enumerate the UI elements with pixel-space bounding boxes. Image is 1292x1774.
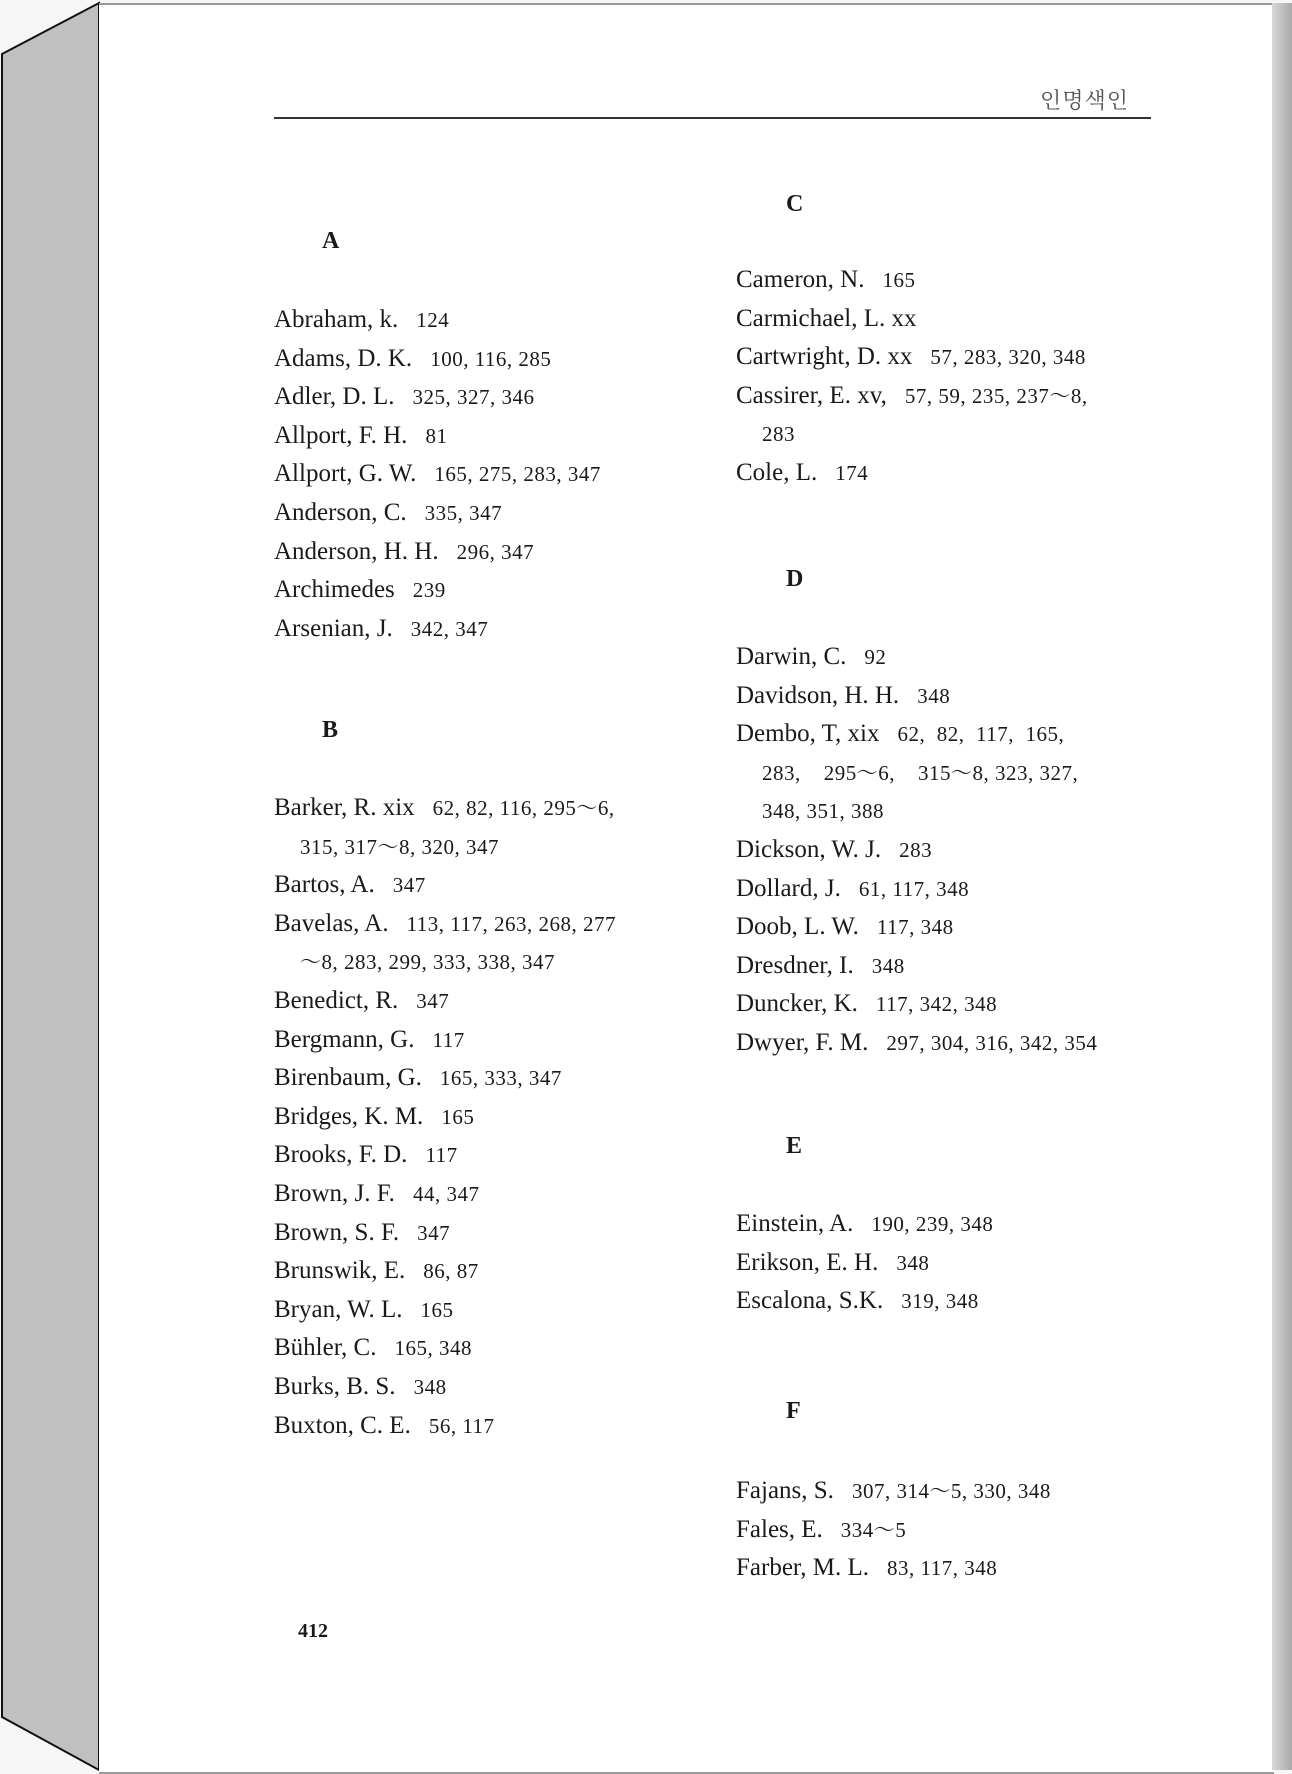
entry-pages: 174 <box>835 460 869 485</box>
entry-name: Birenbaum, G. <box>274 1064 422 1092</box>
entry-pages: 165, 348 <box>394 1336 472 1361</box>
entry-name: Abraham, k. <box>274 306 399 333</box>
entry-name: Arsenian, J. <box>274 614 393 642</box>
entry-pages: 83, 117, 348 <box>887 1556 998 1581</box>
entry-name: Carmichael, L. xx <box>736 304 917 332</box>
entry-name: Brown, J. F. <box>274 1179 395 1207</box>
index-section-c <box>736 261 1088 493</box>
index-entry-continuation <box>736 415 1088 454</box>
entry-pages: 62, 82, 116, 295～6, <box>432 796 615 820</box>
index-entry <box>736 677 1097 716</box>
entry-pages: 117, 342, 348 <box>875 992 998 1017</box>
entry-name: Archimedes <box>274 576 395 604</box>
index-section-d <box>736 638 1097 1063</box>
entry-name: Cassirer, E. xv, <box>736 381 887 409</box>
entry-name: Bryan, W. L. <box>274 1295 403 1323</box>
entry-name: Einstein, A. <box>736 1210 854 1237</box>
entry-pages: 296, 347 <box>456 539 535 564</box>
index-entry-continuation <box>274 828 616 867</box>
entry-pages: 283 <box>762 422 795 447</box>
entry-pages: ～8, 283, 299, 333, 338, 347 <box>300 950 555 975</box>
section-letter-d: D <box>786 566 804 592</box>
entry-name: Anderson, C. <box>274 498 407 526</box>
index-entry <box>736 454 1088 493</box>
page-edge-shadow <box>1272 3 1292 1770</box>
entry-name: Benedict, R. <box>274 986 399 1014</box>
entry-pages: 283, 295～6, 315～8, 323, 327, <box>762 760 1079 785</box>
index-section-f <box>736 1472 1051 1588</box>
page-number: 412 <box>298 1620 328 1642</box>
index-entry <box>274 1059 616 1098</box>
entry-pages: 56, 117 <box>428 1413 495 1438</box>
entry-name: Doob, L. W. <box>736 913 859 941</box>
index-entry <box>736 908 1097 947</box>
entry-name: Adler, D. L. <box>274 383 395 411</box>
entry-pages: 347 <box>392 873 426 898</box>
index-entry <box>736 1024 1097 1063</box>
entry-pages: 117 <box>425 1143 458 1168</box>
entry-pages: 113, 117, 263, 268, 277 <box>406 911 617 936</box>
entry-pages: 165, 275, 283, 347 <box>434 462 601 487</box>
entry-name: Brown, S. F. <box>274 1218 400 1246</box>
entry-name: Fajans, S. <box>736 1477 834 1504</box>
entry-name: Bavelas, A. <box>274 909 389 937</box>
index-entry <box>736 870 1097 909</box>
index-entry <box>736 261 1088 300</box>
entry-pages: 57, 283, 320, 348 <box>930 345 1086 370</box>
index-entry <box>274 1136 616 1175</box>
entry-pages: 283 <box>899 837 933 862</box>
entry-name: Cameron, N. <box>736 266 865 293</box>
entry-pages: 347 <box>416 988 450 1013</box>
entry-pages: 165 <box>420 1297 454 1322</box>
entry-pages: 334～5 <box>840 1517 907 1542</box>
entry-name: Dollard, J. <box>736 874 841 902</box>
section-letter-f: F <box>786 1398 801 1424</box>
entry-pages: 86, 87 <box>423 1259 479 1284</box>
entry-pages: 325, 327, 346 <box>412 385 535 410</box>
entry-name: Barker, R. xix <box>274 794 415 821</box>
entry-name: Brunswik, E. <box>274 1257 406 1285</box>
index-entry-continuation <box>736 754 1097 793</box>
entry-pages: 117, 348 <box>876 915 954 940</box>
index-entry <box>274 1098 616 1137</box>
entry-pages: 315, 317～8, 320, 347 <box>300 834 499 859</box>
book-spine <box>0 0 100 1773</box>
entry-name: Brooks, F. D. <box>274 1141 408 1169</box>
index-entry <box>736 1282 993 1321</box>
index-entry <box>274 301 601 340</box>
index-entry <box>274 571 601 610</box>
index-entry <box>274 1368 616 1407</box>
entry-pages: 335, 347 <box>424 500 503 525</box>
index-entry-continuation <box>274 943 616 982</box>
entry-name: Allport, G. W. <box>274 460 417 488</box>
index-entry <box>736 1472 1051 1511</box>
index-entry <box>274 494 601 533</box>
index-entry <box>736 300 1088 339</box>
entry-name: Anderson, H. H. <box>274 537 439 565</box>
entry-name: Cole, L. <box>736 458 818 486</box>
entry-pages: 348 <box>896 1250 930 1275</box>
index-entry <box>736 831 1097 870</box>
entry-name: Dembo, T, xix <box>736 720 880 748</box>
index-section-a <box>274 301 601 648</box>
index-entry <box>274 417 601 456</box>
entry-pages: 100, 116, 285 <box>430 346 552 371</box>
entry-name: Dresdner, I. <box>736 951 854 979</box>
section-letter-a: A <box>322 228 340 254</box>
index-entry <box>736 638 1097 677</box>
entry-pages: 165 <box>882 268 916 292</box>
entry-pages: 165, 333, 347 <box>439 1066 562 1091</box>
index-entry <box>274 1407 616 1446</box>
index-entry <box>736 1549 1051 1588</box>
entry-pages: 44, 347 <box>412 1181 480 1206</box>
entry-name: Bartos, A. <box>274 871 375 899</box>
entry-name: Erikson, E. H. <box>736 1248 879 1276</box>
entry-name: Allport, F. H. <box>274 421 408 449</box>
running-header-title: 인명색인 <box>1040 89 1130 114</box>
entry-pages: 348 <box>413 1374 447 1399</box>
entry-pages: 297, 304, 316, 342, 354 <box>886 1030 1098 1055</box>
entry-pages: 61, 117, 348 <box>858 876 970 901</box>
entry-name: Buxton, C. E. <box>274 1411 411 1439</box>
entry-pages: 348 <box>917 683 951 708</box>
section-letter-e: E <box>786 1133 803 1159</box>
index-entry-continuation <box>736 792 1097 831</box>
entry-pages: 124 <box>416 308 450 332</box>
entry-pages: 57, 59, 235, 237～8, <box>904 383 1088 408</box>
entry-name: Davidson, H. H. <box>736 681 900 709</box>
entry-name: Darwin, C. <box>736 643 847 670</box>
entry-pages: 239 <box>412 578 446 603</box>
index-entry <box>274 455 601 494</box>
entry-name: Bergmann, G. <box>274 1025 415 1053</box>
index-entry <box>274 1021 616 1060</box>
entry-pages: 190, 239, 348 <box>871 1212 994 1236</box>
index-entry <box>274 982 616 1021</box>
index-entry <box>736 715 1097 754</box>
entry-name: Cartwright, D. xx <box>736 343 913 371</box>
entry-pages: 342, 347 <box>410 616 489 641</box>
entry-name: Burks, B. S. <box>274 1372 396 1400</box>
index-entry <box>274 610 601 649</box>
index-entry <box>736 985 1097 1024</box>
entry-pages: 117 <box>432 1027 465 1052</box>
section-letter-b: B <box>322 717 339 743</box>
entry-name: Duncker, K. <box>736 990 858 1018</box>
index-section-e <box>736 1205 993 1321</box>
entry-pages: 62, 82, 117, 165, <box>897 722 1065 747</box>
index-entry <box>274 1175 616 1214</box>
entry-name: Dwyer, F. M. <box>736 1028 869 1056</box>
index-entry <box>274 340 601 379</box>
index-entry <box>274 533 601 572</box>
entry-pages: 307, 314～5, 330, 348 <box>851 1479 1051 1503</box>
entry-pages: 348, 351, 388 <box>762 799 884 824</box>
index-entry <box>736 1244 993 1283</box>
index-entry <box>274 1291 616 1330</box>
index-entry <box>736 1205 993 1244</box>
entry-name: Dickson, W. J. <box>736 835 882 863</box>
index-entry <box>736 338 1088 377</box>
index-entry <box>274 866 616 905</box>
entry-pages: 92 <box>864 645 887 669</box>
index-entry <box>736 1511 1051 1550</box>
entry-name: Adams, D. K. <box>274 344 413 372</box>
header-rule <box>274 117 1151 119</box>
entry-pages: 319, 348 <box>901 1289 979 1314</box>
entry-pages: 165 <box>441 1104 475 1129</box>
entry-name: Bühler, C. <box>274 1334 377 1362</box>
section-letter-c: C <box>786 191 804 217</box>
index-entry <box>274 378 601 417</box>
index-entry <box>736 377 1088 416</box>
entry-pages: 347 <box>417 1220 451 1245</box>
index-entry <box>274 789 616 828</box>
index-entry <box>274 1214 616 1253</box>
index-entry <box>274 905 616 944</box>
index-section-b <box>274 789 616 1445</box>
entry-name: Bridges, K. M. <box>274 1102 424 1130</box>
entry-name: Escalona, S.K. <box>736 1287 884 1315</box>
entry-name: Farber, M. L. <box>736 1554 869 1582</box>
index-entry <box>274 1252 616 1291</box>
index-entry <box>274 1329 616 1368</box>
index-entry <box>736 947 1097 986</box>
entry-pages: 348 <box>871 953 905 978</box>
entry-name: Fales, E. <box>736 1515 823 1543</box>
entry-pages: 81 <box>425 423 448 448</box>
